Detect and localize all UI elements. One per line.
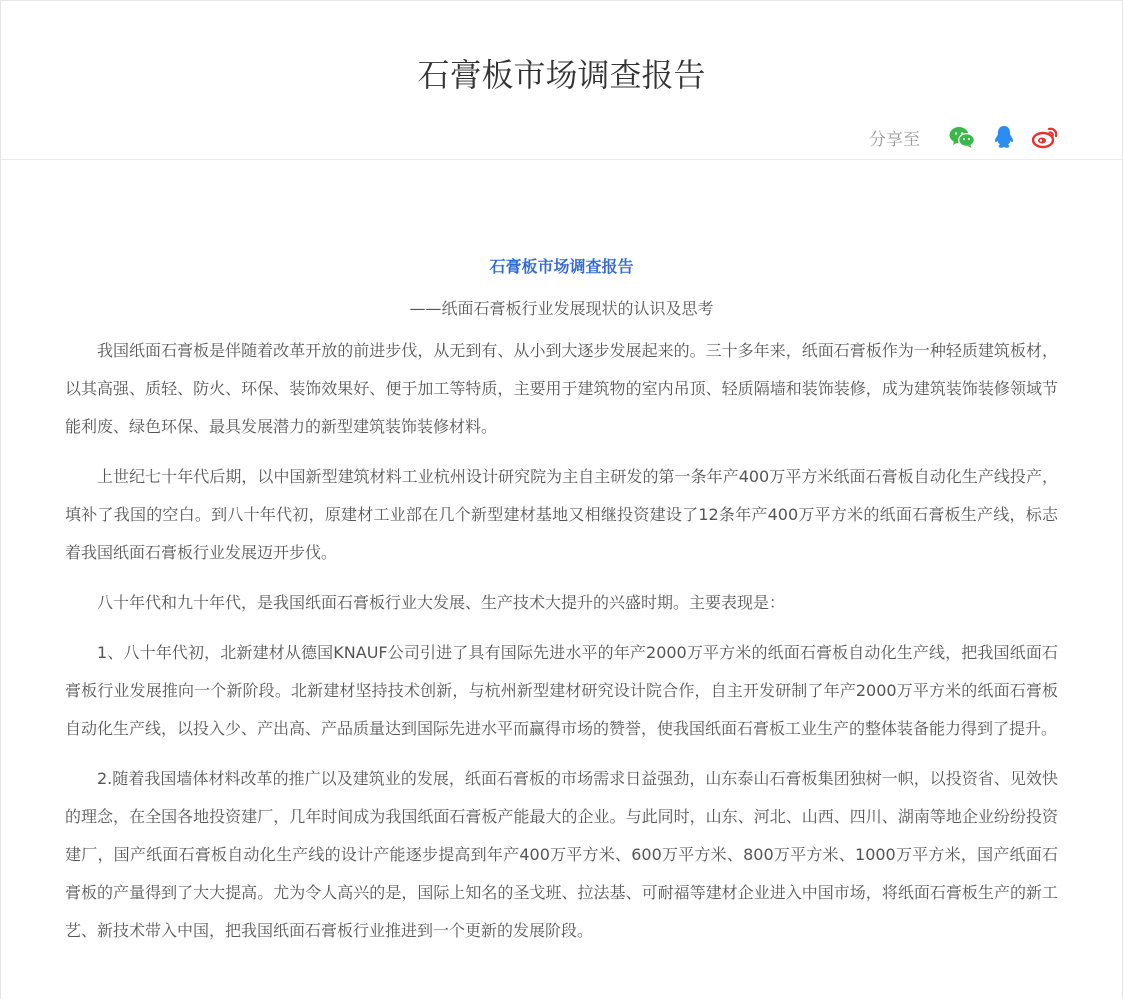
article-title: 石膏板市场调查报告	[489, 257, 634, 276]
article-paragraph: 八十年代和九十年代，是我国纸面石膏板行业大发展、生产技术大提升的兴盛时期。主要表现是：	[97, 593, 786, 612]
article-paragraph: 2.随着我国墙体材料改革的推广以及建筑业的发展，纸面石膏板的市场需求日益强劲，山东泰山石膏板集团独树一帜，以投资省、见效快的理念，在全国各地投资建厂，几年时间成为我国纸面石膏板产能最大的企业。与此同时，山东、河北、山西、四川、湖南等地企业纷纷投资建厂，国产纸面石膏板自动化生产线的设计产能逐步提高到年产400万平方米、600万平方米、800万平方米、1000万平方米，国产纸面石膏板的产量得到了大大提高。尤为令人高兴的是，国际上知名的圣戈班、拉法基、可耐福等建材企业进入中国市场，将纸面石膏板生产的新工艺、新技术带入中国，把我国纸面石膏板行业推进到一个更新的发展阶段。	[65, 769, 1058, 940]
share-label: 分享至	[869, 129, 920, 150]
share-bar	[869, 121, 1060, 153]
article-paragraph: 上世纪七十年代后期，以中国新型建筑材料工业杭州设计研究院为主自主研发的第一条年产400万平方米纸面石膏板自动化生产线投产，填补了我国的空白。到八十年代初，原建材工业部在几个新型建材基地又相继投资建设了12条年产400万平方米的纸面石膏板生产线，标志着我国纸面石膏板行业发展迈开步伐。	[65, 467, 1058, 562]
wechat-icon[interactable]	[948, 123, 976, 151]
article-body	[1, 160, 1122, 950]
page-header	[1, 1, 1122, 160]
article-paragraph: 我国纸面石膏板是伴随着改革开放的前进步伐，从无到有、从小到大逐步发展起来的。三十多年来，纸面石膏板作为一种轻质建筑板材，以其高强、质轻、防火、环保、装饰效果好、便于加工等特质，主要用于建筑物的室内吊顶、轻质隔墙和装饰装修，成为建筑装饰装修领域节能利废、绿色环保、最具发展潜力的新型建筑装饰装修材料。	[65, 341, 1058, 436]
qq-icon[interactable]	[990, 123, 1018, 151]
page-title: 石膏板市场调查报告	[417, 56, 706, 94]
article-paragraph: 1、八十年代初，北新建材从德国KNAUF公司引进了具有国际先进水平的年产2000万平方米的纸面石膏板自动化生产线，把我国纸面石膏板行业发展推向一个新阶段。北新建材坚持技术创新，与杭州新型建材研究设计院合作，自主开发研制了年产2000万平方米的纸面石膏板自动化生产线，以投入少、产出高、产品质量达到国际先进水平而赢得市场的赞誉，使我国纸面石膏板工业生产的整体装备能力得到了提升。	[65, 643, 1058, 738]
weibo-icon[interactable]	[1032, 123, 1060, 151]
article-subtitle: ——纸面石膏板行业发展现状的认识及思考	[409, 299, 714, 318]
